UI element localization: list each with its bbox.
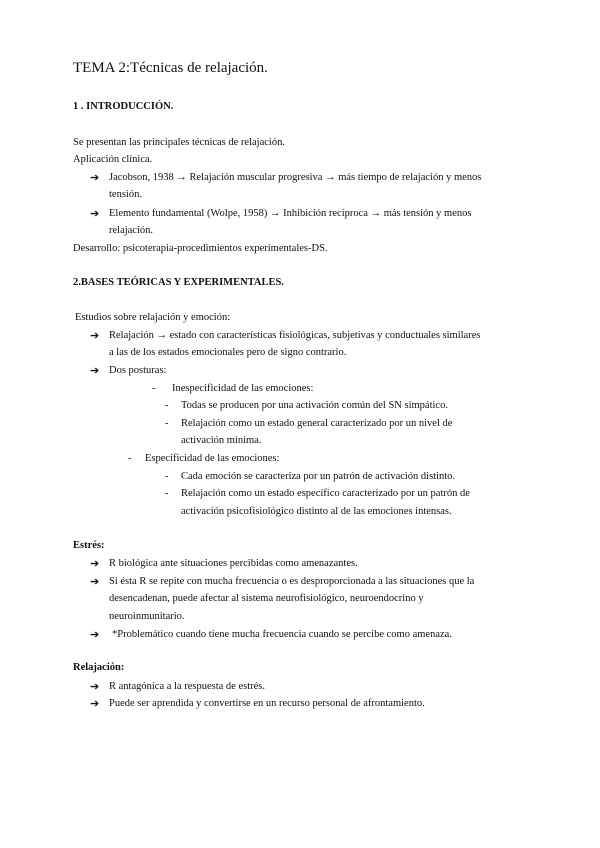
subsubbullet-text: Todas se producen por una activación común del SN simpático. <box>181 400 448 411</box>
bullet-text: desencadenan, puede afectar al sistema neurofisiológico, neuroendocrino y <box>109 593 424 604</box>
dash-bullet-icon: - <box>165 418 169 429</box>
section-heading-introduccion: 1 . INTRODUCCIÓN. <box>73 101 174 112</box>
bullet-text: Dos posturas: <box>109 365 167 376</box>
dash-bullet-icon: - <box>165 471 169 482</box>
bullet-text: Si ésta R se repite con mucha frecuencia o es desproporcionada a las situaciones que la <box>109 576 475 587</box>
bullet-text: R biológica ante situaciones percibidas como amenazantes. <box>109 558 358 569</box>
arrow-bullet-icon: ➔ <box>90 576 100 588</box>
paragraph: Se presentan las principales técnicas de relajación. <box>73 137 285 148</box>
dash-bullet-icon: - <box>165 400 169 411</box>
arrow-bullet-icon: ➔ <box>90 558 100 570</box>
subbullet-text: Especificidad de las emociones: <box>145 453 280 464</box>
dash-bullet-icon: - <box>152 383 156 394</box>
subbullet-text: Inespecificidad de las emociones: <box>172 383 314 394</box>
arrow-bullet-icon: ➔ <box>90 330 100 342</box>
bullet-text: relajación. <box>109 225 154 236</box>
dash-bullet-icon: - <box>165 488 169 499</box>
section-heading-bases: 2.BASES TEÓRICAS Y EXPERIMENTALES. <box>73 277 284 288</box>
subsubbullet-text: activación mínima. <box>181 435 262 446</box>
bullet-text: R antagónica a la respuesta de estrés. <box>109 681 265 692</box>
bullet-text: Relajación → estado con características fisiológicas, subjetivas y conductuales similares <box>109 330 481 341</box>
section-heading-relajacion: Relajación: <box>73 662 125 673</box>
bullet-text: Elemento fundamental (Wolpe, 1958) → Inhibición recíproca → más tensión y menos <box>109 208 472 219</box>
dash-bullet-icon: - <box>128 453 132 464</box>
subsubbullet-text: Relajación como un estado específico caracterizado por un patrón de <box>181 488 470 499</box>
page-title: TEMA 2:Técnicas de relajación. <box>73 60 268 76</box>
subsubbullet-text: Cada emoción se caracteriza por un patrón de activación distinto. <box>181 471 456 482</box>
arrow-bullet-icon: ➔ <box>90 698 100 710</box>
arrow-bullet-icon: ➔ <box>90 629 100 641</box>
bullet-text: neuroinmunitario. <box>109 611 185 622</box>
arrow-bullet-icon: ➔ <box>90 208 100 220</box>
bullet-text: a las de los estados emocionales pero de signo contrario. <box>109 347 347 358</box>
bullet-text: tensión. <box>109 189 142 200</box>
paragraph: Desarrollo: psicoterapia-procedimientos experimentales-DS. <box>73 243 328 254</box>
arrow-bullet-icon: ➔ <box>90 172 100 184</box>
section-heading-estres: Estrés: <box>73 540 105 551</box>
bullet-text: Jacobson, 1938 → Relajación muscular progresiva → más tiempo de relajación y menos <box>109 172 482 183</box>
paragraph: Estudios sobre relajación y emoción: <box>75 312 231 323</box>
arrow-bullet-icon: ➔ <box>90 365 100 377</box>
subsubbullet-text: activación psicofisiológico distinto al de las emociones intensas. <box>181 506 452 517</box>
arrow-bullet-icon: ➔ <box>90 681 100 693</box>
paragraph: Aplicación clínica. <box>73 154 153 165</box>
bullet-text: *Problemático cuando tiene mucha frecuencia cuando se percibe como amenaza. <box>112 629 452 640</box>
subsubbullet-text: Relajación como un estado general caracterizado por un nivel de <box>181 418 453 429</box>
bullet-text: Puede ser aprendida y convertirse en un recurso personal de afrontamiento. <box>109 698 425 709</box>
